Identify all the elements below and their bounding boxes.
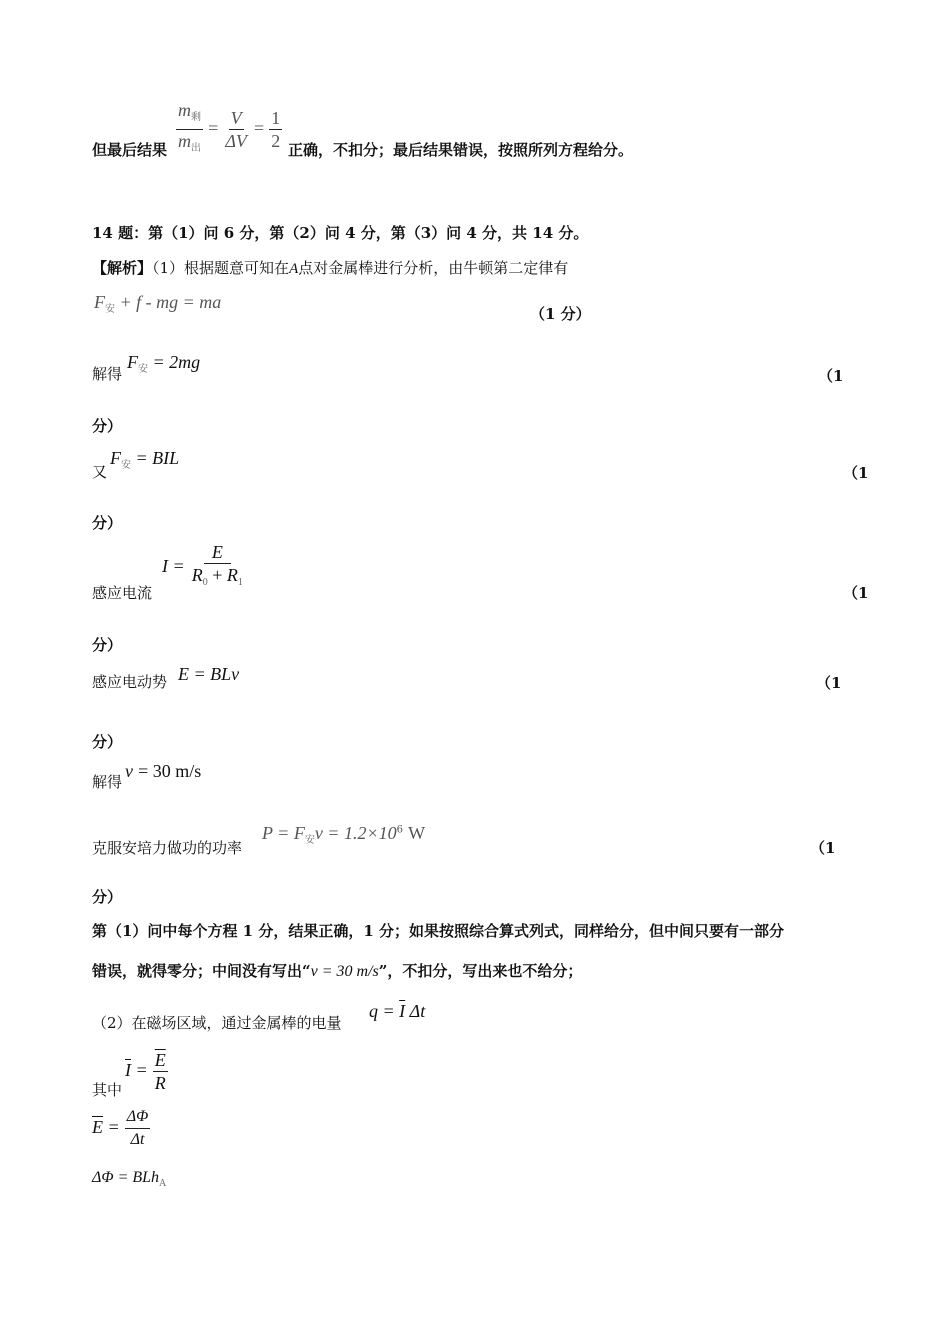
part2-text: （2）在磁场区域，通过金属棒的电量 (92, 1014, 342, 1032)
eq5-prefix: 感应电动势 (92, 673, 168, 691)
score-eq2-a: （1 (818, 367, 844, 385)
ratio-formula: $\frac{m_剩}{m_出}$ = $\frac{V}{\Delta V}$ = $\frac{1}{2}$ (178, 100, 281, 154)
charge-formula: $q = \overline{I}$ Δt (369, 1001, 426, 1021)
score-eq3-a: （1 (843, 464, 869, 482)
score-eq7-b: 分） (92, 888, 123, 906)
eq6-prefix: 解得 (92, 773, 123, 791)
grading-note-line2: 错误，就得零分；中间没有写出“v = 30 m/s”，不扣分，写出来也不给分； (92, 962, 583, 980)
score-eq1: （1 分） (530, 305, 591, 323)
velocity-formula: v = 30 m/s (125, 761, 202, 781)
eq3-prefix: 又 (92, 463, 108, 481)
score-eq3-b: 分） (92, 514, 123, 532)
eq4-prefix: 感应电流 (92, 584, 153, 602)
result-prefix: 但最后结果 (92, 141, 168, 159)
power-formula: $P = F_安v = 1.2\times 10^6$ W (262, 823, 426, 846)
result-suffix: 正确，不扣分；最后结果错误，按照所列方程给分。 (288, 141, 634, 159)
grading-note-line1: 第（1）问中每个方程 1 分，结果正确，1 分；如果按照综合算式列式，同样给分，但中间只要有一部分 (92, 922, 784, 940)
eq2-prefix: 解得 (92, 365, 123, 383)
score-eq2-b: 分） (92, 417, 123, 435)
score-eq5-a: （1 (816, 674, 842, 692)
avg-emf-formula: $\overline{E}$ = $\frac{\Delta\Phi}{\Delta t}$ (92, 1108, 149, 1148)
emf-formula: E = BLv (178, 664, 240, 684)
score-eq5-b: 分） (92, 733, 123, 751)
question-14-header: 14 题：第（1）问 6 分，第（2）问 4 分，第（3）问 4 分，共 14 分。 (92, 224, 589, 242)
eq3-formula: $F_安$ = BIL (110, 448, 180, 471)
eq8-prefix: 其中 (92, 1081, 123, 1099)
score-eq7-a: （1 (810, 839, 836, 857)
score-eq4-a: （1 (843, 584, 869, 602)
avg-current-formula: $\overline{I}$ = $\frac{\overline{E}}{R}$ (125, 1050, 166, 1093)
eq2-formula: $F_安 = 2mg$ (127, 352, 201, 375)
analysis-line: 【解析】（1）根据题意可知在A点对金属棒进行分析，由牛顿第二定律有 (92, 259, 569, 277)
flux-formula: ΔΦ = BLh$_A$ (92, 1169, 167, 1189)
newton-equation: $F_安 + f$ - mg = ma (94, 292, 222, 315)
current-formula: I = $\frac{E}{R_0 + R_1}$ (162, 542, 243, 588)
eq7-prefix: 克服安培力做功的功率 (92, 839, 243, 857)
score-eq4-b: 分） (92, 636, 123, 654)
